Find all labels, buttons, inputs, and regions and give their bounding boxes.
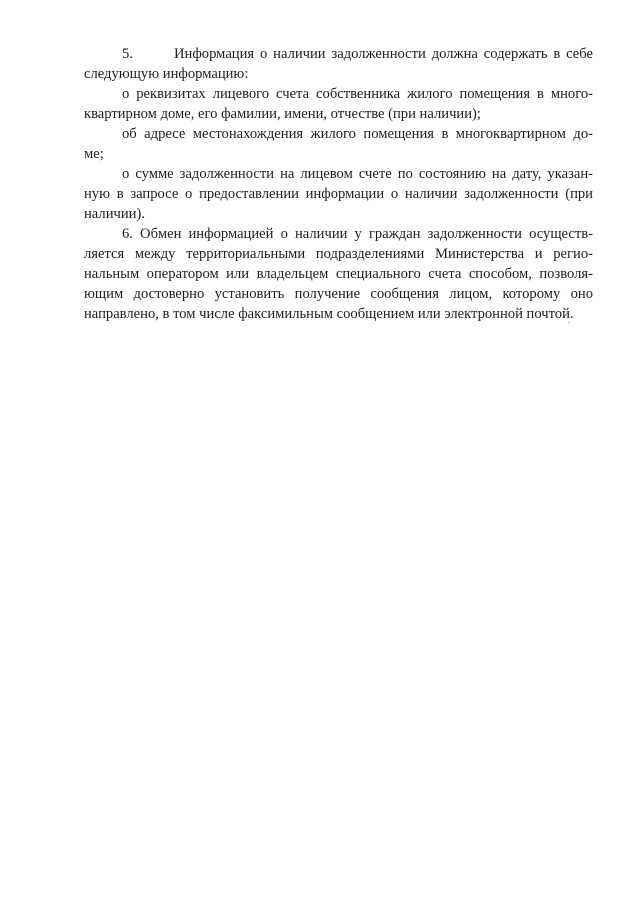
paragraph-address — [84, 124, 593, 164]
scan-speck — [568, 322, 570, 323]
paragraph-line: нальным оператором или владельцем специального счета способом, позволя- — [84, 266, 593, 282]
paragraph-line: ме; — [84, 146, 104, 162]
paragraph-6 — [84, 224, 593, 324]
paragraph-line: ляется между территориальными подразделениями Министерства и регио- — [84, 246, 593, 262]
paragraph-line: ную в запросе о предоставлении информации о наличии задолженности (при — [84, 186, 593, 202]
paragraph-debt-amount — [84, 164, 593, 224]
document-body — [84, 44, 593, 324]
paragraph-line: следующую информацию: — [84, 66, 249, 82]
paragraph-line: о сумме задолженности на лицевом счете по состоянию на дату, указан- — [122, 166, 593, 182]
paragraph-line: 5. Информация о наличии задолженности должна содержать в себе — [122, 46, 593, 62]
paragraph-line: 6. Обмен информацией о наличии у граждан задолженности осуществ- — [122, 226, 593, 242]
paragraph-line: наличии). — [84, 206, 145, 222]
paragraph-line: направлено, в том числе факсимильным сообщением или электронной почтой. — [84, 306, 574, 322]
paragraph-5 — [84, 44, 593, 84]
paragraph-line: квартирном доме, его фамилии, имени, отчестве (при наличии); — [84, 106, 481, 122]
paragraph-line: об адресе местонахождения жилого помещения в многоквартирном до- — [122, 126, 593, 142]
paragraph-line: ющим достоверно установить получение сообщения лицом, которому оно — [84, 286, 593, 302]
paragraph-line: о реквизитах лицевого счета собственника жилого помещения в много- — [122, 86, 593, 102]
paragraph-requisites — [84, 84, 593, 124]
